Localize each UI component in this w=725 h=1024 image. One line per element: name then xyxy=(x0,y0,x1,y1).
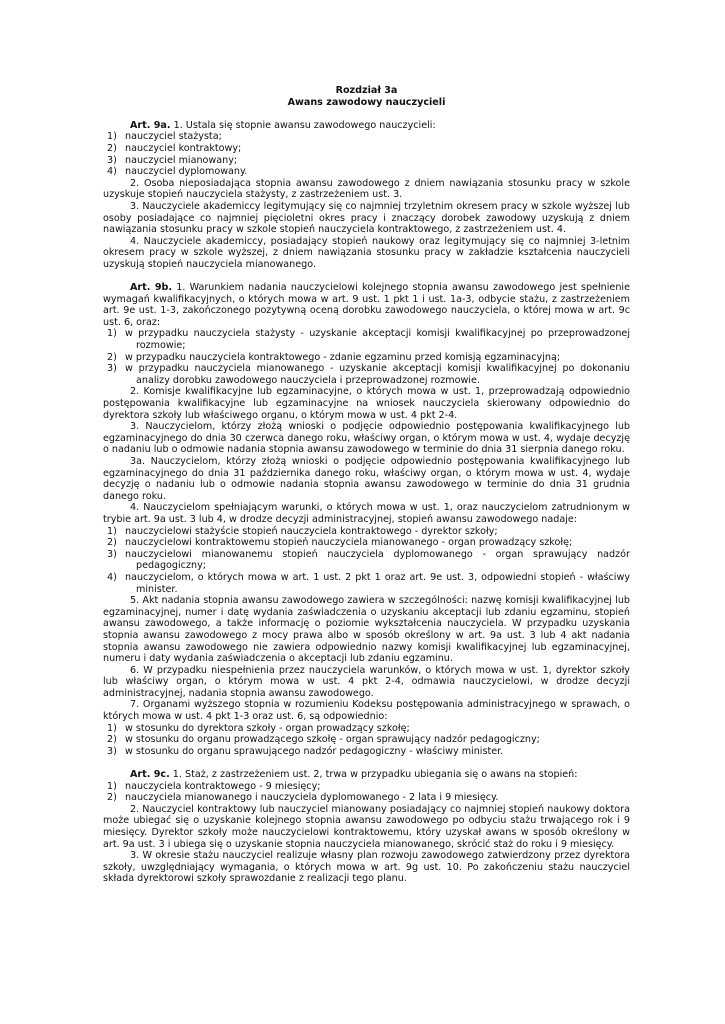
list-item-number: 3) xyxy=(107,154,117,166)
list-item-text: nauczyciel kontraktowy; xyxy=(125,142,242,154)
list-item xyxy=(103,792,630,804)
list-item xyxy=(103,526,630,538)
article-9a-paragraph-2: 2. Osoba nieposiadająca stopnia awansu zawodowego z dniem nawiązania stosunku pracy w szkole uzyskuje stopień nauczyciela stażysty, z zastrzeżeniem ust. 3. xyxy=(103,177,630,201)
list-item-text: nauczycielowi stażyście stopień nauczyciela kontraktowego - dyrektor szkoły; xyxy=(125,525,498,537)
list-item-text: nauczyciel dyplomowany. xyxy=(125,166,248,178)
list-item-text: w stosunku do organu sprawującego nadzór pedagogiczny - właściwy minister. xyxy=(125,745,504,757)
list-item xyxy=(103,734,630,746)
article-9b xyxy=(103,282,630,757)
article-9b-paragraph-4: 4. Nauczycielom spełniającym warunki, o których mowa w ust. 1, oraz nauczycielom zatrudnionym w trybie art. 9a ust. 3 lub 4, w drodze decyzji administracyjnej, stopień awansu zawodowego nadaje: xyxy=(103,502,630,525)
list-item-number: 2) xyxy=(107,142,117,154)
list-item-text: w stosunku do dyrektora szkoły - organ prowadzący szkołę; xyxy=(125,722,410,734)
article-9a-paragraph-3: 3. Nauczyciele akademiccy legitymujący się co najmniej trzyletnim okresem pracy w szkole wyższej lub osoby posiadające co najmniej pięcioletni okres pracy i znaczący dorobek zawodowy uzyskują z dniem nawiązania stosunku pracy w szkole stopień nauczyciela kontraktowego, z zastrzeżeniem ust. 4. xyxy=(103,200,630,236)
list-item-text: nauczycielowi kontraktowemu stopień nauczyciela mianowanego - organ prowadzący szkołę; xyxy=(125,537,573,549)
list-item xyxy=(103,155,630,167)
article-9a-paragraph-1 xyxy=(103,120,630,132)
list-item-number: 1) xyxy=(107,722,117,734)
list-item xyxy=(103,131,630,143)
list-item-number: 4) xyxy=(107,166,117,178)
list-item xyxy=(103,328,630,351)
article-9a-paragraph-4: 4. Nauczyciele akademiccy, posiadający stopień naukowy oraz legitymujący się co najmniej 3-letnim okresem pracy w szkole wyższej, z dniem nawiązania stosunku pracy w zakładzie kształcenia nauczycieli uzyskują stopień nauczyciela mianowanego. xyxy=(103,235,630,270)
article-9b-paragraph-3: 3. Nauczycielom, którzy złożą wnioski o podjęcie odpowiednio postępowania kwalifikacyjnego lub egzaminacyjnego do dnia 30 czerwca danego roku, właściwy organ, o którym mowa w ust. 4, wydaje decyzję o nadaniu lub o odmowie nadania stopnia awansu zawodowego w terminie do dnia 31 sierpnia danego roku. xyxy=(103,421,630,456)
list-item-text: nauczyciel mianowany; xyxy=(125,154,238,166)
chapter-subtitle: Awans zawodowy nauczycieli xyxy=(287,96,446,108)
article-9b-list-7 xyxy=(103,723,630,758)
list-item-number: 2) xyxy=(107,351,117,363)
list-item-number: 3) xyxy=(107,548,117,560)
list-item xyxy=(103,723,630,735)
list-item-number: 3) xyxy=(107,745,117,757)
list-item-number: 2) xyxy=(107,537,117,549)
list-item xyxy=(103,572,630,595)
list-item-text: nauczycielowi mianowanemu stopień nauczyciela dyplomowanego - organ sprawujący nadzór pedagogiczny; xyxy=(125,548,630,572)
list-item-number: 1) xyxy=(107,525,117,537)
list-item-text: nauczyciela kontraktowego - 9 miesięcy; xyxy=(125,780,321,792)
article-9c-label: Art. 9c. xyxy=(130,769,170,781)
list-item xyxy=(103,143,630,155)
article-9b-paragraph-3a: 3a. Nauczycielom, którzy złożą wnioski o podjęcie odpowiednio postępowania kwalifikacyjnego lub egzaminacyjnego do dnia 31 października danego roku, właściwy organ, o którym mowa w ust. 4, wydaje decyzję o nadaniu lub o odmowie nadania stopnia awansu zawodowego w terminie do dnia 31 grudnia danego roku. xyxy=(103,456,630,502)
article-9c-list xyxy=(103,781,630,804)
list-item-number: 2) xyxy=(107,734,117,746)
article-9c-paragraph-3: 3. W okresie stażu nauczyciel realizuje własny plan rozwoju zawodowego zatwierdzony przez dyrektora szkoły, uwzględniający wymagania, o których mowa w art. 9g ust. 10. Po zakończeniu stażu nauczyciel składa dyrektorowi szkoły sprawozdanie z realizacji tego planu. xyxy=(103,850,630,885)
list-item-number: 1) xyxy=(107,131,117,143)
list-item-text: w przypadku nauczyciela stażysty - uzyskanie akceptacji komisji kwalifikacyjnej po przeprowadzonej rozmowie; xyxy=(125,328,630,352)
article-9b-paragraph-7: 7. Organami wyższego stopnia w rozumieniu Kodeksu postępowania administracyjnego w sprawach, o których mowa w ust. 4 pkt 1-3 oraz ust. 6, są odpowiednio: xyxy=(103,699,630,723)
list-item-text: w przypadku nauczyciela kontraktowego - zdanie egzaminu przed komisją egzaminacyjną; xyxy=(125,351,561,363)
paragraph-text: 1. Warunkiem nadania nauczycielowi kolejnego stopnia awansu zawodowego jest spełnienie wymagań kwalifikacyjnych, o których mowa w art. 9 ust. 1 pkt 1 i ust. 1a-3, odbycie stażu, z zastrzeżeniem art. 9e ust. 1-3, zakończonego pozytywną oceną dorobku zawodowego nauczyciela, o której mowa w art. 9c ust. 6, oraz: xyxy=(103,282,630,328)
list-item-number: 1) xyxy=(107,780,117,792)
list-item xyxy=(103,363,630,386)
list-item xyxy=(103,537,630,549)
list-item-number: 3) xyxy=(107,363,117,375)
list-item-number: 2) xyxy=(107,792,117,804)
list-item-text: nauczyciela mianowanego i nauczyciela dyplomowanego - 2 lata i 9 miesięcy. xyxy=(125,792,499,804)
article-9b-list-1 xyxy=(103,328,630,386)
article-9c-paragraph-1 xyxy=(103,769,630,781)
article-9b-list-4 xyxy=(103,526,630,596)
list-item-text: w stosunku do organu prowadzącego szkołę - organ sprawujący nadzór pedagogiczny; xyxy=(125,734,540,746)
list-item-text: w przypadku nauczyciela mianowanego - uzyskanie akceptacji komisji kwalifikacyjnej po dokonaniu analizy dorobku zawodowego nauczyciela i przeprowadzonej rozmowie. xyxy=(125,363,630,386)
paragraph-text: 1. Ustala się stopnie awansu zawodowego nauczycieli: xyxy=(173,119,436,131)
article-9b-paragraph-2: 2. Komisje kwalifikacyjne lub egzaminacyjne, o których mowa w ust. 1, przeprowadzają odpowiednio postępowania kwalifikacyjne lub egzaminacyjne na wniosek nauczyciela skierowany odpowiednio do dyrektora szkoły lub właściwego organu, o którym mowa w ust. 4 pkt 2-4. xyxy=(103,386,630,421)
list-item xyxy=(103,352,630,364)
list-item-number: 1) xyxy=(107,328,117,340)
article-9b-label: Art. 9b. xyxy=(130,282,173,294)
list-item-text: nauczyciel stażysta; xyxy=(125,131,222,143)
article-9a-label: Art. 9a. xyxy=(130,119,171,131)
list-item xyxy=(103,166,630,178)
list-item xyxy=(103,549,630,572)
list-item xyxy=(103,746,630,758)
article-9c-paragraph-2: 2. Nauczyciel kontraktowy lub nauczyciel mianowany posiadający co najmniej stopień naukowy doktora może ubiegać się o uzyskanie kolejnego stopnia awansu zawodowego po odbyciu stażu trwającego rok i 9 miesięcy. Dyrektor szkoły może nauczycielowi kontraktowemu, który uzyskał awans w sposób określony w art. 9a ust. 3 i ubiega się o uzyskanie stopnia nauczyciela mianowanego, skrócić staż do roku i 9 miesięcy. xyxy=(103,803,630,850)
article-9a xyxy=(103,120,630,271)
list-item-text: nauczycielom, o których mowa w art. 1 ust. 2 pkt 1 oraz art. 9e ust. 3, odpowiedni stopień - właściwy minister. xyxy=(125,571,630,595)
article-9b-paragraph-1 xyxy=(103,282,630,328)
document-content xyxy=(103,85,630,885)
chapter-title: Rozdział 3a xyxy=(335,85,398,96)
list-item xyxy=(103,781,630,793)
article-9a-list xyxy=(103,131,630,177)
article-9c xyxy=(103,769,630,885)
list-item-number: 4) xyxy=(107,571,117,583)
article-9b-paragraph-5: 5. Akt nadania stopnia awansu zawodowego zawiera w szczególności: nazwę komisji kwalifikacyjnej lub egzaminacyjnej, numer i datę wydania zaświadczenia o uzyskaniu akceptacji lub zdaniu egzaminu, stopień awansu zawodowego, a także informację o poziomie wykształcenia nauczyciela. W przypadku uzyskania stopnia awansu zawodowego z mocy prawa albo w sposób określony w art. 9a ust. 3 lub 4 akt nadania stopnia awansu zawodowego nie zawiera odpowiednio nazwy komisji kwalifikacyjnej lub egzaminacyjnej, numeru i daty wydania zaświadczenia o akceptacji lub zdaniu egzaminu. xyxy=(103,595,630,665)
paragraph-text: 1. Staż, z zastrzeżeniem ust. 2, trwa w przypadku ubiegania się o awans na stopień: xyxy=(172,769,578,781)
article-9b-paragraph-6: 6. W przypadku niespełnienia przez nauczyciela warunków, o których mowa w ust. 1, dyrektor szkoły lub właściwy organ, o którym mowa w ust. 4 pkt 2-4, odmawia nauczycielowi, w drodze decyzji administracyjnej, nadania stopnia awansu zawodowego. xyxy=(103,664,630,699)
